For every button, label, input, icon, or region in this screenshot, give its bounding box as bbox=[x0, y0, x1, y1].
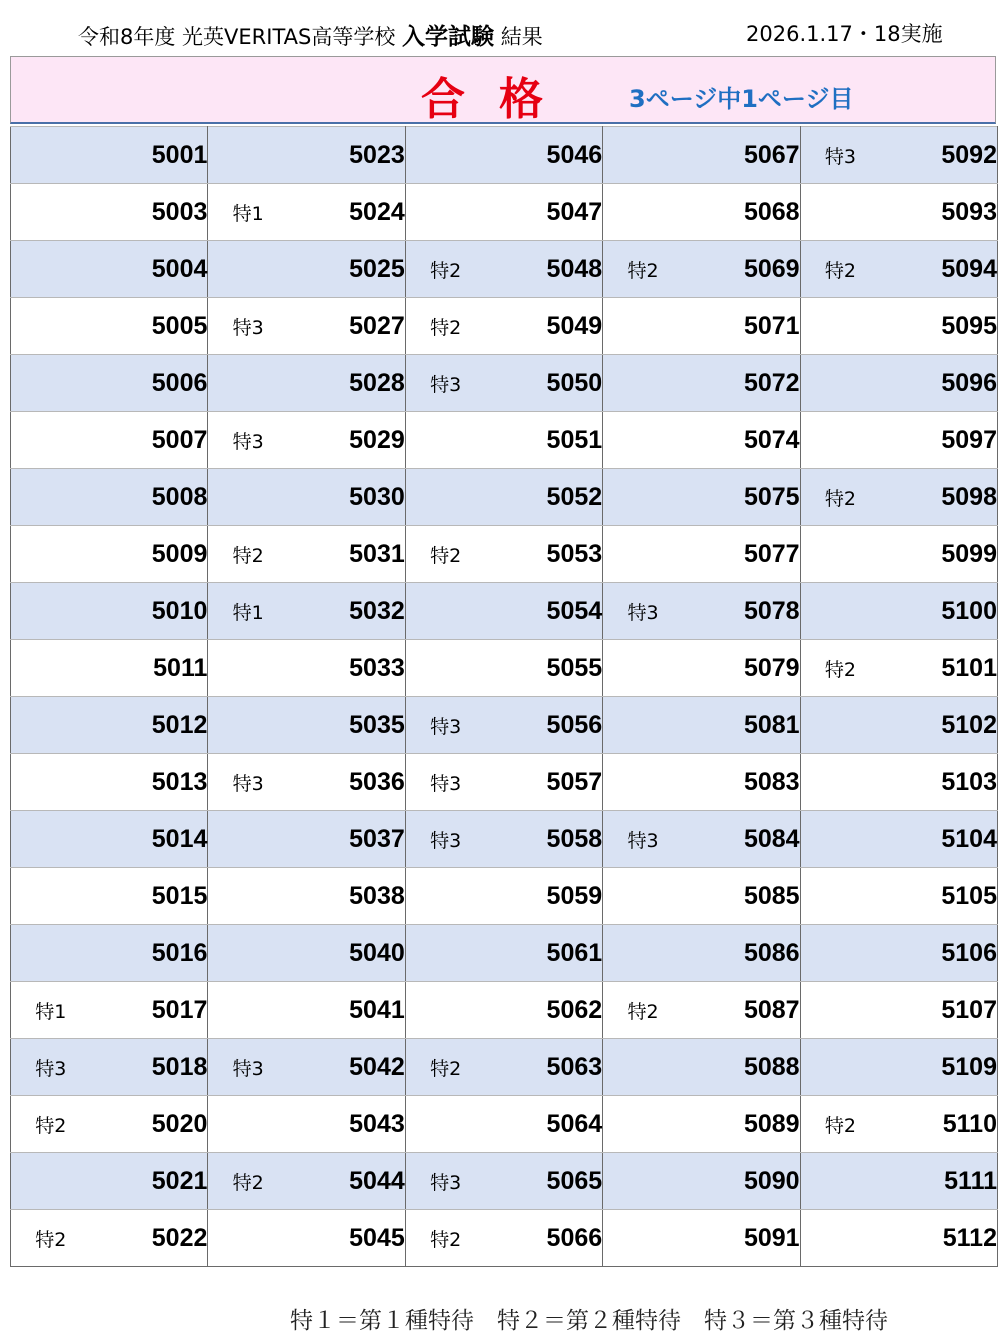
exam-number: 5093 bbox=[880, 184, 997, 241]
table-row bbox=[11, 640, 998, 697]
exam-number: 5088 bbox=[683, 1039, 800, 1096]
scholarship-badge: 特1 bbox=[208, 184, 288, 241]
scholarship-badge bbox=[800, 697, 880, 754]
scholarship-badge: 特2 bbox=[405, 1039, 485, 1096]
scholarship-badge bbox=[11, 355, 91, 412]
exam-number: 5021 bbox=[91, 1153, 208, 1210]
scholarship-badge bbox=[405, 868, 485, 925]
document-header bbox=[0, 14, 1008, 50]
exam-number: 5072 bbox=[683, 355, 800, 412]
exam-number: 5059 bbox=[485, 868, 602, 925]
scholarship-badge bbox=[405, 469, 485, 526]
exam-number: 5042 bbox=[288, 1039, 405, 1096]
table-row bbox=[11, 697, 998, 754]
scholarship-badge: 特2 bbox=[405, 298, 485, 355]
exam-number: 5024 bbox=[288, 184, 405, 241]
table-row bbox=[11, 868, 998, 925]
scholarship-badge bbox=[11, 754, 91, 811]
exam-number: 5062 bbox=[485, 982, 602, 1039]
exam-number: 5099 bbox=[880, 526, 997, 583]
exam-number: 5045 bbox=[288, 1210, 405, 1267]
exam-number: 5023 bbox=[288, 127, 405, 184]
exam-number: 5105 bbox=[880, 868, 997, 925]
table-row bbox=[11, 355, 998, 412]
scholarship-badge bbox=[11, 925, 91, 982]
exam-number: 5057 bbox=[485, 754, 602, 811]
scholarship-badge bbox=[11, 526, 91, 583]
scholarship-badge bbox=[405, 412, 485, 469]
scholarship-badge bbox=[603, 526, 683, 583]
scholarship-badge bbox=[800, 412, 880, 469]
exam-number: 5102 bbox=[880, 697, 997, 754]
exam-number: 5064 bbox=[485, 1096, 602, 1153]
scholarship-badge bbox=[208, 355, 288, 412]
scholarship-badge bbox=[208, 127, 288, 184]
exam-number: 5063 bbox=[485, 1039, 602, 1096]
exam-number: 5029 bbox=[288, 412, 405, 469]
exam-number: 5078 bbox=[683, 583, 800, 640]
results-table-body bbox=[11, 127, 998, 1267]
scholarship-badge bbox=[800, 925, 880, 982]
exam-number: 5086 bbox=[683, 925, 800, 982]
scholarship-badge: 特2 bbox=[405, 241, 485, 298]
scholarship-badge: 特2 bbox=[405, 526, 485, 583]
scholarship-badge: 特2 bbox=[11, 1096, 91, 1153]
exam-number: 5087 bbox=[683, 982, 800, 1039]
scholarship-badge bbox=[603, 1210, 683, 1267]
scholarship-badge: 特3 bbox=[603, 583, 683, 640]
banner-page-indicator: 3ページ中1ページ目 bbox=[629, 85, 854, 113]
scholarship-badge bbox=[800, 811, 880, 868]
table-row bbox=[11, 982, 998, 1039]
exam-number: 5028 bbox=[288, 355, 405, 412]
table-row bbox=[11, 127, 998, 184]
exam-number: 5035 bbox=[288, 697, 405, 754]
scholarship-badge: 特3 bbox=[208, 1039, 288, 1096]
result-banner bbox=[10, 56, 996, 124]
scholarship-badge bbox=[208, 811, 288, 868]
exam-number: 5095 bbox=[880, 298, 997, 355]
table-row bbox=[11, 184, 998, 241]
exam-number: 5084 bbox=[683, 811, 800, 868]
scholarship-badge bbox=[11, 583, 91, 640]
exam-number: 5096 bbox=[880, 355, 997, 412]
table-row bbox=[11, 241, 998, 298]
exam-number: 5085 bbox=[683, 868, 800, 925]
scholarship-badge bbox=[208, 925, 288, 982]
exam-number: 5068 bbox=[683, 184, 800, 241]
scholarship-badge: 特1 bbox=[11, 982, 91, 1039]
scholarship-badge bbox=[405, 640, 485, 697]
scholarship-badge bbox=[603, 1153, 683, 1210]
exam-number: 5032 bbox=[288, 583, 405, 640]
scholarship-badge bbox=[208, 640, 288, 697]
exam-number: 5103 bbox=[880, 754, 997, 811]
scholarship-badge bbox=[800, 355, 880, 412]
exam-number: 5027 bbox=[288, 298, 405, 355]
table-row bbox=[11, 298, 998, 355]
scholarship-badge bbox=[11, 1153, 91, 1210]
exam-number: 5075 bbox=[683, 469, 800, 526]
exam-number: 5025 bbox=[288, 241, 405, 298]
exam-number: 5041 bbox=[288, 982, 405, 1039]
scholarship-badge bbox=[11, 811, 91, 868]
table-row bbox=[11, 526, 998, 583]
exam-number: 5047 bbox=[485, 184, 602, 241]
scholarship-badge bbox=[11, 640, 91, 697]
exam-number: 5092 bbox=[880, 127, 997, 184]
exam-number: 5071 bbox=[683, 298, 800, 355]
scholarship-badge bbox=[603, 697, 683, 754]
scholarship-badge bbox=[800, 754, 880, 811]
table-row bbox=[11, 754, 998, 811]
exam-number: 5009 bbox=[91, 526, 208, 583]
scholarship-badge bbox=[603, 127, 683, 184]
exam-number: 5050 bbox=[485, 355, 602, 412]
scholarship-badge bbox=[800, 982, 880, 1039]
table-row bbox=[11, 1039, 998, 1096]
exam-number: 5053 bbox=[485, 526, 602, 583]
exam-number: 5031 bbox=[288, 526, 405, 583]
exam-number: 5033 bbox=[288, 640, 405, 697]
exam-number: 5109 bbox=[880, 1039, 997, 1096]
exam-number: 5067 bbox=[683, 127, 800, 184]
scholarship-badge bbox=[208, 982, 288, 1039]
scholarship-badge bbox=[800, 1039, 880, 1096]
exam-number: 5054 bbox=[485, 583, 602, 640]
exam-number: 5074 bbox=[683, 412, 800, 469]
scholarship-badge bbox=[800, 526, 880, 583]
exam-number: 5094 bbox=[880, 241, 997, 298]
scholarship-badge bbox=[603, 412, 683, 469]
exam-number: 5051 bbox=[485, 412, 602, 469]
results-table bbox=[10, 126, 998, 1267]
exam-number: 5055 bbox=[485, 640, 602, 697]
scholarship-badge: 特1 bbox=[208, 583, 288, 640]
scholarship-badge bbox=[603, 298, 683, 355]
scholarship-badge bbox=[11, 127, 91, 184]
scholarship-badge bbox=[800, 184, 880, 241]
scholarship-badge: 特2 bbox=[800, 469, 880, 526]
scholarship-badge: 特2 bbox=[603, 241, 683, 298]
exam-number: 5016 bbox=[91, 925, 208, 982]
scholarship-badge bbox=[208, 469, 288, 526]
scholarship-badge: 特2 bbox=[603, 982, 683, 1039]
exam-number: 5018 bbox=[91, 1039, 208, 1096]
scholarship-badge: 特3 bbox=[603, 811, 683, 868]
scholarship-badge bbox=[603, 1039, 683, 1096]
exam-number: 5010 bbox=[91, 583, 208, 640]
scholarship-badge bbox=[405, 583, 485, 640]
exam-number: 5017 bbox=[91, 982, 208, 1039]
scholarship-badge bbox=[800, 1210, 880, 1267]
scholarship-badge bbox=[11, 697, 91, 754]
scholarship-badge: 特3 bbox=[405, 754, 485, 811]
exam-number: 5111 bbox=[880, 1153, 997, 1210]
scholarship-badge bbox=[603, 1096, 683, 1153]
exam-number: 5052 bbox=[485, 469, 602, 526]
exam-number: 5056 bbox=[485, 697, 602, 754]
exam-number: 5044 bbox=[288, 1153, 405, 1210]
exam-number: 5112 bbox=[880, 1210, 997, 1267]
exam-number: 5012 bbox=[91, 697, 208, 754]
scholarship-badge bbox=[405, 127, 485, 184]
exam-number: 5097 bbox=[880, 412, 997, 469]
exam-number: 5001 bbox=[91, 127, 208, 184]
scholarship-badge bbox=[800, 583, 880, 640]
exam-number: 5061 bbox=[485, 925, 602, 982]
table-row bbox=[11, 583, 998, 640]
exam-number: 5015 bbox=[91, 868, 208, 925]
exam-number: 5058 bbox=[485, 811, 602, 868]
scholarship-badge: 特2 bbox=[800, 241, 880, 298]
scholarship-badge bbox=[11, 298, 91, 355]
scholarship-badge: 特3 bbox=[11, 1039, 91, 1096]
exam-number: 5104 bbox=[880, 811, 997, 868]
scholarship-badge bbox=[11, 241, 91, 298]
exam-number: 5083 bbox=[683, 754, 800, 811]
scholarship-badge bbox=[603, 355, 683, 412]
scholarship-badge bbox=[603, 184, 683, 241]
table-row bbox=[11, 811, 998, 868]
scholarship-badge: 特3 bbox=[405, 1153, 485, 1210]
exam-number: 5065 bbox=[485, 1153, 602, 1210]
exam-number: 5022 bbox=[91, 1210, 208, 1267]
scholarship-badge bbox=[603, 640, 683, 697]
table-row bbox=[11, 1096, 998, 1153]
scholarship-badge: 特2 bbox=[208, 1153, 288, 1210]
exam-number: 5100 bbox=[880, 583, 997, 640]
scholarship-badge bbox=[405, 184, 485, 241]
scholarship-badge bbox=[800, 1153, 880, 1210]
exam-number: 5077 bbox=[683, 526, 800, 583]
exam-date: 2026.1.17・18実施 bbox=[746, 22, 943, 46]
exam-number: 5046 bbox=[485, 127, 602, 184]
exam-number: 5005 bbox=[91, 298, 208, 355]
scholarship-badge bbox=[208, 1210, 288, 1267]
exam-number: 5036 bbox=[288, 754, 405, 811]
scholarship-badge bbox=[800, 298, 880, 355]
exam-number: 5110 bbox=[880, 1096, 997, 1153]
scholarship-badge bbox=[405, 1096, 485, 1153]
exam-number: 5079 bbox=[683, 640, 800, 697]
exam-number: 5040 bbox=[288, 925, 405, 982]
exam-number: 5098 bbox=[880, 469, 997, 526]
table-row bbox=[11, 1210, 998, 1267]
exam-number: 5069 bbox=[683, 241, 800, 298]
scholarship-badge: 特2 bbox=[208, 526, 288, 583]
scholarship-badge: 特3 bbox=[800, 127, 880, 184]
scholarship-badge: 特3 bbox=[405, 697, 485, 754]
exam-number: 5038 bbox=[288, 868, 405, 925]
scholarship-badge bbox=[603, 754, 683, 811]
table-row bbox=[11, 1153, 998, 1210]
scholarship-badge bbox=[208, 241, 288, 298]
exam-number: 5066 bbox=[485, 1210, 602, 1267]
table-row bbox=[11, 925, 998, 982]
scholarship-badge bbox=[208, 697, 288, 754]
scholarship-badge bbox=[208, 868, 288, 925]
scholarship-badge bbox=[11, 184, 91, 241]
document-title bbox=[78, 18, 543, 51]
scholarship-badge bbox=[208, 1096, 288, 1153]
scholarship-badge: 特3 bbox=[405, 811, 485, 868]
title-prefix: 令和8年度 光英VERITAS高等学校 bbox=[78, 25, 403, 49]
scholarship-badge: 特3 bbox=[208, 412, 288, 469]
exam-number: 5007 bbox=[91, 412, 208, 469]
scholarship-badge bbox=[800, 868, 880, 925]
scholarship-badge bbox=[405, 925, 485, 982]
scholarship-badge: 特3 bbox=[208, 298, 288, 355]
scholarship-badge bbox=[11, 469, 91, 526]
exam-number: 5106 bbox=[880, 925, 997, 982]
scholarship-badge: 特2 bbox=[800, 1096, 880, 1153]
exam-number: 5091 bbox=[683, 1210, 800, 1267]
exam-number: 5048 bbox=[485, 241, 602, 298]
table-row bbox=[11, 469, 998, 526]
scholarship-badge: 特2 bbox=[11, 1210, 91, 1267]
exam-number: 5008 bbox=[91, 469, 208, 526]
scholarship-badge: 特3 bbox=[208, 754, 288, 811]
exam-number: 5049 bbox=[485, 298, 602, 355]
exam-number: 5090 bbox=[683, 1153, 800, 1210]
scholarship-badge bbox=[603, 868, 683, 925]
exam-number: 5011 bbox=[91, 640, 208, 697]
exam-number: 5101 bbox=[880, 640, 997, 697]
exam-number: 5020 bbox=[91, 1096, 208, 1153]
title-bold: 入学試験 bbox=[402, 24, 495, 50]
scholarship-badge bbox=[11, 412, 91, 469]
exam-number: 5014 bbox=[91, 811, 208, 868]
exam-number: 5043 bbox=[288, 1096, 405, 1153]
scholarship-badge bbox=[603, 925, 683, 982]
legend: 特１＝第１種特待 特２＝第２種特待 特３＝第３種特待 bbox=[290, 1308, 888, 1334]
exam-number: 5081 bbox=[683, 697, 800, 754]
exam-number: 5037 bbox=[288, 811, 405, 868]
exam-number: 5013 bbox=[91, 754, 208, 811]
exam-number: 5089 bbox=[683, 1096, 800, 1153]
scholarship-badge: 特3 bbox=[405, 355, 485, 412]
exam-number: 5107 bbox=[880, 982, 997, 1039]
exam-number: 5030 bbox=[288, 469, 405, 526]
title-suffix: 結果 bbox=[494, 25, 543, 49]
scholarship-badge: 特2 bbox=[405, 1210, 485, 1267]
exam-number: 5004 bbox=[91, 241, 208, 298]
scholarship-badge bbox=[405, 982, 485, 1039]
banner-pass-label: 合格 bbox=[421, 74, 577, 125]
table-row bbox=[11, 412, 998, 469]
scholarship-badge bbox=[603, 469, 683, 526]
scholarship-badge: 特2 bbox=[800, 640, 880, 697]
exam-number: 5006 bbox=[91, 355, 208, 412]
scholarship-badge bbox=[11, 868, 91, 925]
exam-number: 5003 bbox=[91, 184, 208, 241]
